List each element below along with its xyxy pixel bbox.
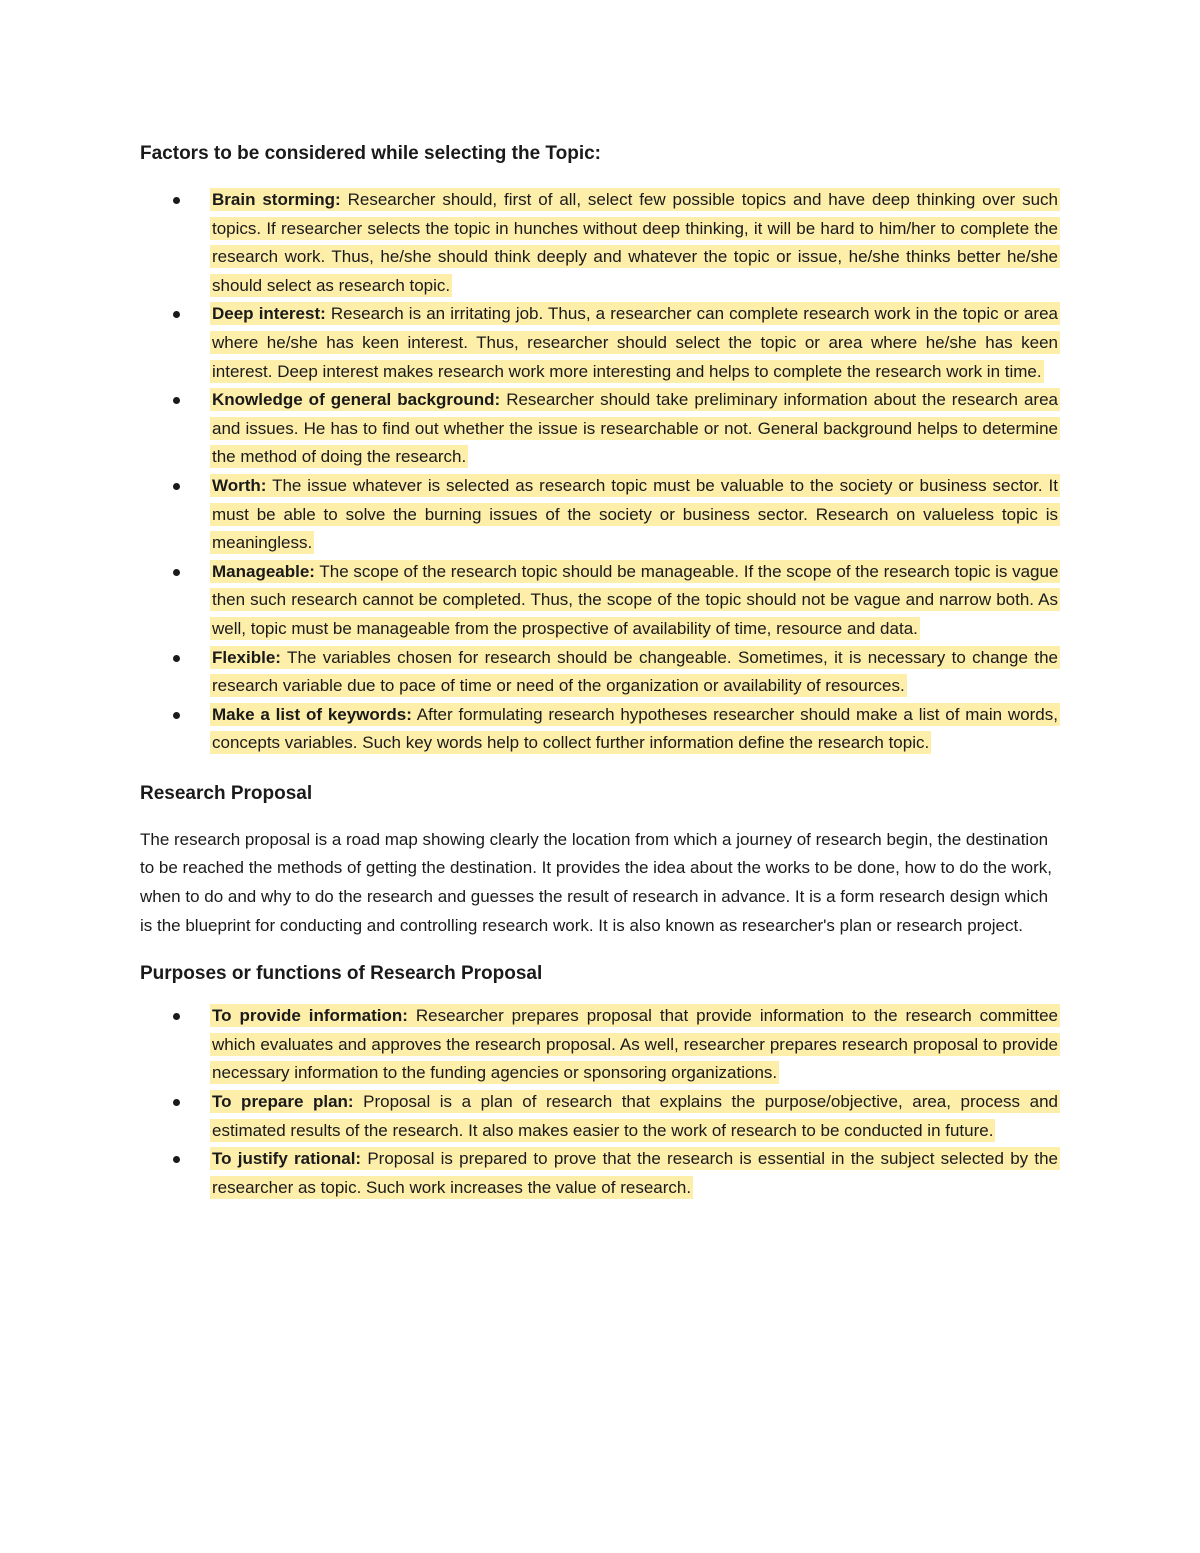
list-item [140,300,1060,386]
list-item [140,644,1060,701]
factors-list [140,186,1060,758]
item-text: Researcher should take preliminary information about the research area and issues. He has to find out whether the issue is researchable or not. General background helps to determine the method of doing the research. [212,390,1058,467]
item-text: Proposal is prepared to prove that the research is essential in the subject selected by the researcher as topic. Such work increases the value of research. [212,1149,1059,1197]
list-item [140,1088,1060,1145]
item-text: The issue whatever is selected as research topic must be valuable to the society or business sector. It must be able to solve the burning issues of the society or business sector. Research on valueless topic is meaningless. [212,475,1058,553]
list-item [140,386,1060,472]
list-item [140,1145,1060,1202]
bullet-icon [173,1099,180,1106]
item-term: To provide information: [212,1006,408,1026]
item-term: Knowledge of general background: [212,390,501,410]
bullet-icon [173,483,180,490]
section-heading-research-proposal: Research Proposal [140,782,313,804]
bullet-icon [173,655,180,662]
list-item [140,701,1060,758]
bullet-icon [173,712,180,719]
bullet-icon [173,1156,180,1163]
document-page [140,140,1060,1202]
item-term: Brain storming: [212,190,341,209]
item-text: The scope of the research topic should be manageable. If the scope of the research topic is vague then such research cannot be completed. Thus, the scope of the topic should not be vague and narrow both. As well, topic must be manageable from the prospective of availability of time, resource and data. [212,561,1059,638]
bullet-icon [173,569,180,576]
list-item [140,472,1060,558]
highlighted-text [210,646,1060,698]
item-term: To prepare plan: [212,1092,354,1112]
highlighted-text [210,474,1060,554]
item-term: Flexible: [212,647,281,667]
list-item [140,1002,1060,1088]
item-text: Proposal is a plan of research that explains the purpose/objective, area, process and estimated results of the research. It also makes easier to the work of research to be conducted in future. [212,1092,1058,1140]
highlighted-text [210,1147,1060,1199]
item-text: Researcher prepares proposal that provide information to the research committee which evaluates and approves the research proposal. As well, researcher prepares research proposal to provide necessary information to the funding agencies or sponsoring organizations. [212,1006,1058,1083]
highlighted-text [210,188,1060,297]
highlighted-text [210,1004,1060,1084]
item-text: The variables chosen for research should be changeable. Sometimes, it is necessary to change the research variable due to pace of time or need of the organization or availability of resources. [212,647,1058,696]
highlighted-text [210,703,1060,755]
bullet-icon [173,397,180,404]
item-term: Manageable: [212,561,315,581]
highlighted-text [210,388,1060,468]
bullet-icon [173,1013,180,1020]
purposes-list [140,1002,1060,1202]
list-item [140,186,1060,300]
item-text: Research is an irritating job. Thus, a researcher can complete research work in the topic or area where he/she has keen interest. Thus, researcher should select the topic or area where he/she has keen interest. Deep interest makes research work more interesting and helps to complete the research work in time. [212,304,1058,381]
highlighted-text [210,560,1060,640]
research-proposal-paragraph: The research proposal is a road map showing clearly the location from which a journey of research begin, the destination to be reached the methods of getting the destination. It provides the idea about the works to be done, how to do the work, when to do and why to do the research and guesses the result of research in advance. It is a form research design which is the blueprint for conducting and controlling research work. It is also known as researcher's plan or research project. [140,829,1052,935]
highlighted-text [210,1090,1060,1142]
highlighted-text [210,302,1060,382]
bullet-icon [173,197,180,204]
item-term: To justify rational: [212,1149,362,1169]
section-heading-factors: Factors to be considered while selecting the Topic: [140,143,602,164]
list-item [140,558,1060,644]
item-term: Make a list of keywords: [212,704,412,724]
item-term: Deep interest: [212,304,326,324]
item-text: Researcher should, first of all, select few possible topics and have deep thinking over such topics. If researcher selects the topic in hunches without deep thinking, it will be hard to him/her to complete the research work. Thus, he/she should think deeply and whatever the topic or issue, he/she thinks better he/she should select as research topic. [212,190,1058,295]
item-term: Worth: [212,475,267,495]
section-heading-purposes: Purposes or functions of Research Proposal [140,963,543,985]
item-text: After formulating research hypotheses researcher should make a list of main words, concepts variables. Such key words help to collect further information define the research topic. [212,704,1058,753]
bullet-icon [173,311,180,318]
